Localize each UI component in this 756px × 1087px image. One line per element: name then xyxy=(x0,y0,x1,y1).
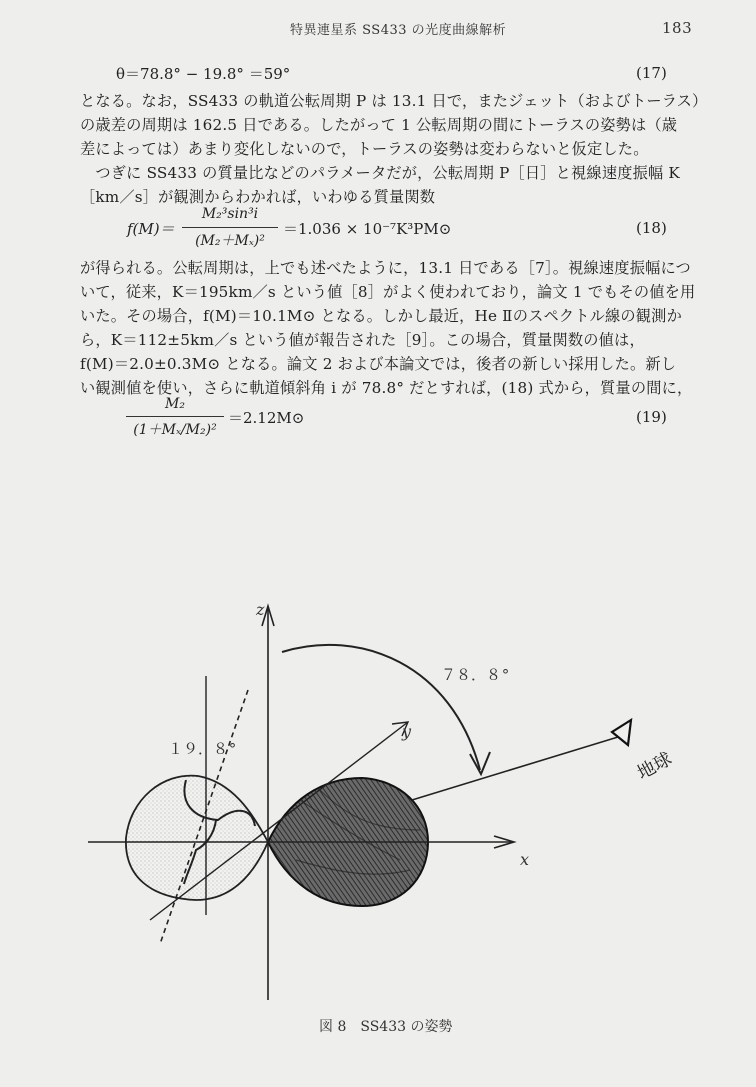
figure-caption: 図 8 SS433 の姿勢 xyxy=(319,1019,453,1035)
equation-17-number: (17) xyxy=(636,64,667,82)
body-line: ［km／s］が観測からわかれば，いわゆる質量関数 xyxy=(80,188,436,206)
equation-19-number: (19) xyxy=(636,408,667,426)
equation-18-denominator: (M₂＋Mₓ)² xyxy=(195,233,265,249)
angle-arc-arrow xyxy=(470,752,490,774)
sight-line xyxy=(412,737,618,800)
body-line: の歳差の周期は 162.5 日である。したがって 1 公転周期の間にトーラスの姿勢は（歳 xyxy=(80,116,678,134)
equation-18-numerator: M₂³sin³i xyxy=(201,206,259,222)
body-line: いて，従来，K＝195km／s という値［8］がよく使われており，論文 1 でもその値を用 xyxy=(80,283,696,301)
body-line: い観測値を使い，さらに軌道傾斜角 i が 78.8° だとすれば，(18) 式から，質量の間に， xyxy=(80,379,693,397)
body-line: となる。なお，SS433 の軌道公転周期 P は 13.1 日で，またジェット（およびトーラス） xyxy=(80,92,708,110)
body-line: いた。その場合，f(M)＝10.1M⊙ となる。しかし最近，He Ⅱのスペクトル線の観測か xyxy=(80,307,682,325)
body-line: が得られる。公転周期は，上でも述べたように，13.1 日である［7］。視線速度振幅につ xyxy=(80,259,691,277)
body-line: 差によっては）あまり変化しないので，トーラスの姿勢は変わらないと仮定した。 xyxy=(80,140,649,158)
equation-18-rhs: ＝1.036 × 10⁻⁷K³PM⊙ xyxy=(283,220,452,238)
x-axis-label: x xyxy=(520,850,530,869)
equation-19-numerator: M₂ xyxy=(165,396,185,412)
equation-17: θ＝78.8° − 19.8° ＝59° xyxy=(116,65,291,83)
body-line: f(M)＝2.0±0.3M⊙ となる。論文 2 および本論文では，後者の新しい採用した。新し xyxy=(80,355,677,373)
angle-19-label: １９．８° xyxy=(168,740,238,758)
earth-label: 地球 xyxy=(633,748,676,785)
equation-19-rhs: ＝2.12M⊙ xyxy=(228,409,305,427)
z-axis-label: z xyxy=(256,600,265,619)
body-line: つぎに SS433 の質量比などのパラメータだが，公転周期 P［日］と視線速度振幅 K xyxy=(80,164,680,182)
equation-18-number: (18) xyxy=(636,219,667,237)
equation-19-denominator: (1＋Mₓ/M₂)² xyxy=(133,422,217,438)
y-axis-label: y xyxy=(402,722,412,741)
running-title: 特異連星系 SS433 の光度曲線解析 xyxy=(290,23,507,38)
earth-marker-icon xyxy=(612,720,631,745)
angle-78-label: ７８．８° xyxy=(441,666,511,684)
page-number: 183 xyxy=(662,19,693,37)
body-line: ら，K＝112±5km／s という値が報告された［9］。この場合，質量関数の値は， xyxy=(80,331,645,349)
equation-18-lhs: f(M)＝ xyxy=(127,220,175,238)
